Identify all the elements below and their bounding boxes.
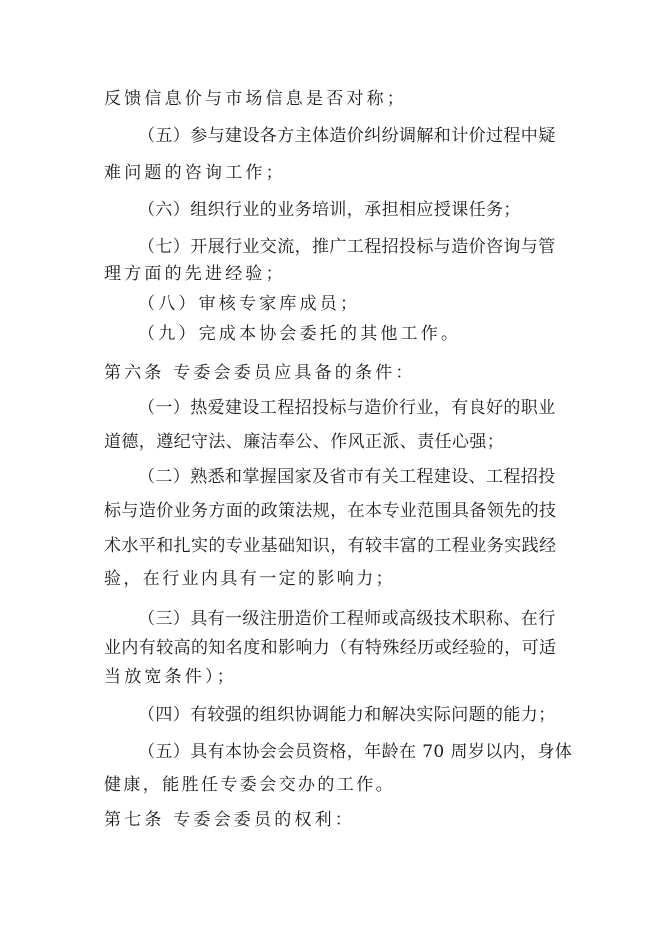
text-line: 反馈信息价与市场信息是否对称； xyxy=(104,89,407,109)
text-line: （四）有较强的组织协调能力和解决实际问题的能力； xyxy=(138,705,556,725)
text-line: （八）审核专家库成员； xyxy=(138,294,361,314)
section-heading: 第七条 专委会委员的权利： xyxy=(104,810,356,830)
text-line: 业内有较高的知名度和影响力（有特殊经历或经验的，可适 xyxy=(104,638,557,658)
text-line: 健康，能胜任专委会交办的工作。 xyxy=(104,775,395,795)
text-line: 难问题的咨询工作； xyxy=(104,163,286,183)
text-line: （一）热爱建设工程招投标与造价行业，有良好的职业 xyxy=(138,398,556,418)
text-line: 道德，遵纪守法、廉洁奉公、作风正派、责任心强； xyxy=(104,432,505,452)
text-line: 术水平和扎实的专业基础知识，有较丰富的工程业务实践经 xyxy=(104,536,557,556)
text-line: （五）参与建设各方主体造价纠纷调解和计价过程中疑 xyxy=(138,126,556,146)
text-line: 标与造价业务方面的政策法规，在本专业范围具备领先的技 xyxy=(104,501,557,521)
section-heading: 第六条 专委会委员应具备的条件： xyxy=(104,363,416,383)
text-line: （五）具有本协会会员资格，年龄在 70 周岁以内，身体 xyxy=(138,742,573,762)
text-line: （九）完成本协会委托的其他工作。 xyxy=(138,324,462,344)
text-line: （三）具有一级注册造价工程师或高级技术职称、在行 xyxy=(138,609,556,629)
text-line: 当放宽条件）； xyxy=(104,667,237,687)
text-line: （六）组织行业的业务培训，承担相应授课任务； xyxy=(138,200,521,220)
text-line: 理方面的先进经验； xyxy=(104,264,286,284)
text-line: （二）熟悉和掌握国家及省市有关工程建设、工程招投 xyxy=(138,467,556,487)
text-line: （七）开展行业交流，推广工程招投标与造价咨询与管 xyxy=(138,237,556,257)
text-line: 验，在行业内具有一定的影响力； xyxy=(104,569,395,589)
